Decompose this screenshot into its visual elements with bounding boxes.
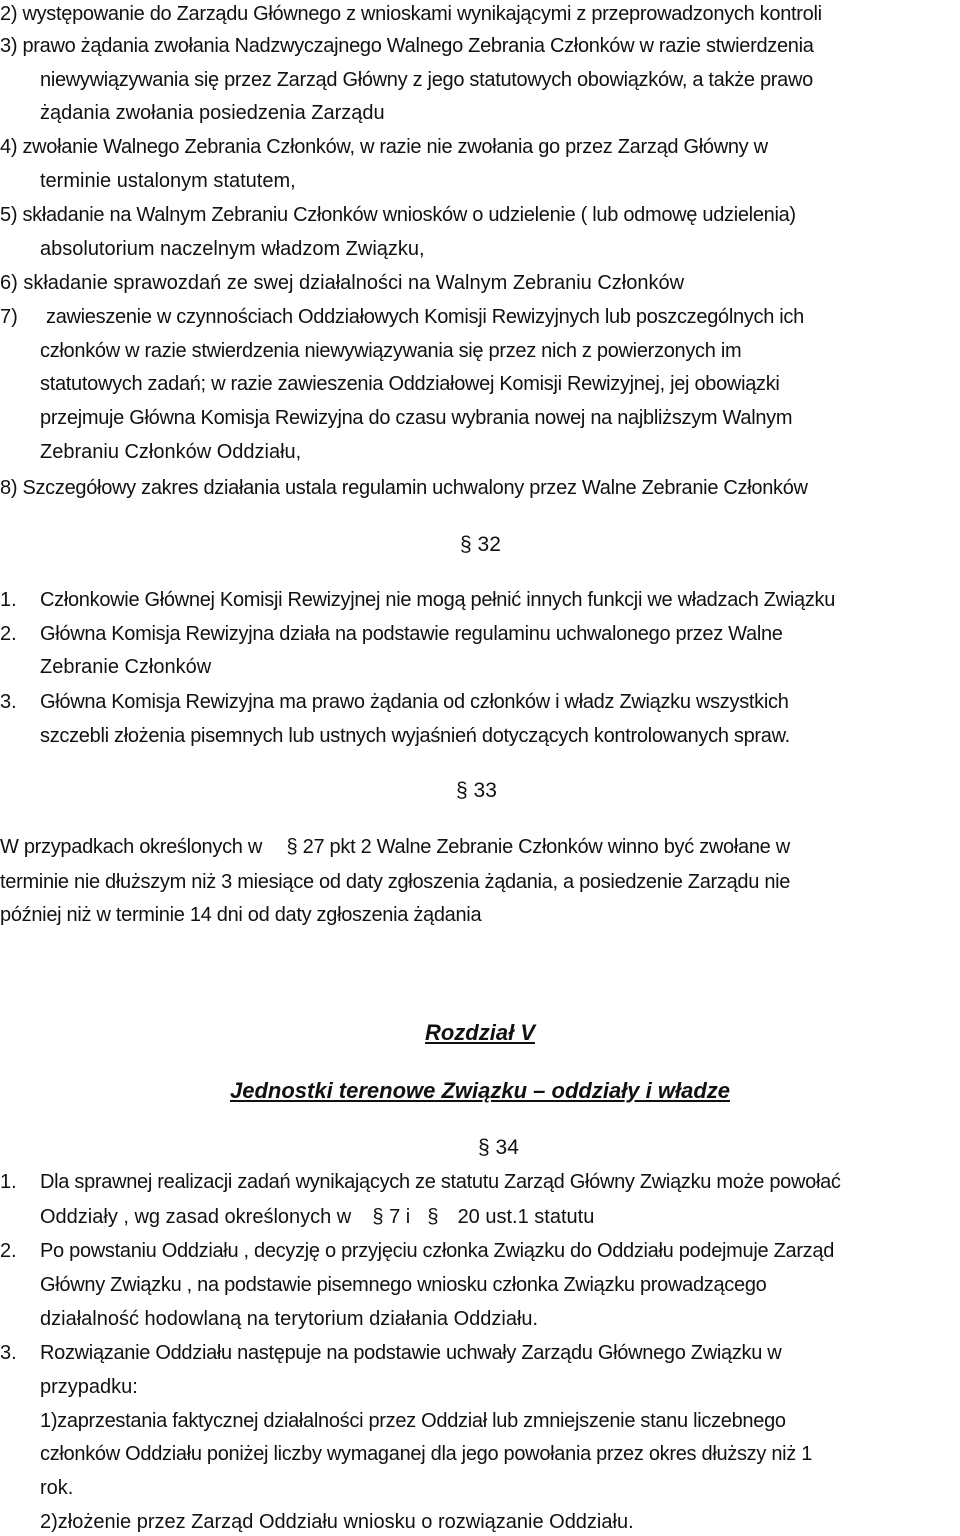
section-33-line-1-part-a: W przypadkach określonych w: [0, 836, 263, 858]
section-34-point-1-number: 1.: [0, 1171, 17, 1193]
paragraph-mark: §: [372, 1206, 384, 1228]
section-34-point-2-line-3: działalność hodowlaną na terytorium działania Oddziału.: [40, 1308, 539, 1330]
section-34-point-2-line-2: Główny Związku , na podstawie pisemnego wniosku członka Związku prowadzącego: [40, 1274, 767, 1296]
section-33-heading: [456, 777, 497, 805]
section-34-point-3-line-2: przypadku:: [40, 1376, 138, 1398]
section-32-point-2-line-2: Zebranie Członków: [40, 656, 212, 678]
list-item-7-line-1: zawieszenie w czynnościach Oddziałowych Komisji Rewizyjnych lub poszczególnych ich: [46, 306, 804, 328]
section-33-line-1: [0, 833, 790, 861]
section-34-point-1-line-1: Dla sprawnej realizacji zadań wynikających ze statutu Zarząd Główny Związku może powołać: [40, 1171, 841, 1193]
section-34-point-1-line-2-part-a: Oddziały , wg zasad określonych w: [40, 1206, 352, 1228]
section-32-point-2-number: 2.: [0, 623, 17, 645]
section-34-point-2-number: 2.: [0, 1240, 17, 1262]
list-item-3-line-2: niewywiązywania się przez Zarząd Główny z jego statutowych obowiązków, a także prawo: [40, 69, 813, 91]
list-item-5-line-2: absolutorium naczelnym władzom Związku,: [40, 238, 425, 260]
section-34-point-2-line-1: Po powstaniu Oddziału , decyzję o przyjęciu członka Związku do Oddziału podejmuje Zarząd: [40, 1240, 835, 1262]
paragraph-mark: §: [460, 533, 472, 556]
list-item-3-line-3: żądania zwołania posiedzenia Zarządu: [40, 102, 385, 124]
list-item-5-line-1: 5) składanie na Walnym Zebraniu Członków wniosków o udzielenie ( lub odmowę udzielenia): [0, 204, 796, 226]
section-34-point-3-number: 3.: [0, 1342, 17, 1364]
section-32-point-3-line-1: Główna Komisja Rewizyjna ma prawo żądania od członków i władz Związku wszystkich: [40, 691, 789, 713]
chapter-subtitle: Jednostki terenowe Związku – oddziały i władze: [229, 1078, 731, 1103]
section-32-point-3-number: 3.: [0, 691, 17, 713]
list-item-7-line-2: członków w razie stwierdzenia niewywiązywania się przez nich z powierzonych im: [40, 340, 742, 362]
section-34-point-3-line-5: rok.: [40, 1477, 74, 1499]
chapter-title: Rozdział V: [424, 1020, 535, 1045]
section-34-point-3-line-4: członków Oddziału poniżej liczby wymaganej dla jego powołania przez okres dłuższy niż 1: [40, 1443, 813, 1465]
list-item-7-line-3: statutowych zadań; w razie zawieszenia Oddziałowej Komisji Rewizyjnej, jej obowiązki: [40, 373, 780, 395]
section-34-point-1-line-2-part-c: 20 ust.1 statutu: [457, 1206, 595, 1228]
section-34-heading: [478, 1134, 519, 1162]
paragraph-mark: §: [427, 1206, 439, 1228]
list-item-4-line-2: terminie ustalonym statutem,: [40, 170, 296, 192]
list-item-7-number: 7): [0, 306, 18, 328]
section-32-heading: [460, 531, 501, 559]
section-32-point-3-line-2: szczebli złożenia pisemnych lub ustnych wyjaśnień dotyczących kontrolowanych spraw.: [40, 725, 790, 747]
section-number: 34: [495, 1136, 519, 1159]
list-item-3-line-1: 3) prawo żądania zwołania Nadzwyczajnego Walnego Zebrania Członków w razie stwierdzenia: [0, 35, 814, 57]
section-34-point-3-line-3: 1)zaprzestania faktycznej działalności przez Oddział lub zmniejszenie stanu liczebnego: [40, 1410, 786, 1432]
list-item-7-line-5: Zebraniu Członków Oddziału,: [40, 441, 302, 463]
section-32-point-2-line-1: Główna Komisja Rewizyjna działa na podstawie regulaminu uchwalonego przez Walne: [40, 623, 783, 645]
list-item-7-line-4: przejmuje Główna Komisja Rewizyjna do czasu wybrania nowej na najbliższym Walnym: [40, 407, 793, 429]
paragraph-mark: §: [456, 779, 468, 802]
section-33-line-1-part-b: 27 pkt 2 Walne Zebranie Członków winno być zwołane w: [302, 836, 790, 858]
section-32-point-1-number: 1.: [0, 589, 17, 611]
paragraph-mark: §: [286, 836, 298, 858]
list-item-8: 8) Szczegółowy zakres działania ustala regulamin uchwalony przez Walne Zebranie Członków: [0, 477, 808, 499]
section-33-line-3: później niż w terminie 14 dni od daty zgłoszenia żądania: [0, 904, 482, 926]
section-33-line-2: terminie nie dłuższym niż 3 miesiące od daty zgłoszenia żądania, a posiedzenie Zarządu nie: [0, 871, 791, 893]
section-number: 33: [473, 779, 497, 802]
list-item-4-line-1: 4) zwołanie Walnego Zebrania Członków, w razie nie zwołania go przez Zarząd Główny w: [0, 136, 768, 158]
section-number: 32: [477, 533, 501, 556]
section-32-point-1: Członkowie Głównej Komisji Rewizyjnej nie mogą pełnić innych funkcji we władzach Związku: [40, 589, 836, 611]
list-item-6: 6) składanie sprawozdań ze swej działalności na Walnym Zebraniu Członków: [0, 272, 685, 294]
paragraph-mark: §: [478, 1136, 490, 1159]
section-34-point-1-line-2-part-b: 7 i: [389, 1206, 411, 1228]
section-34-point-3-line-1: Rozwiązanie Oddziału następuje na podstawie uchwały Zarządu Głównego Związku w: [40, 1342, 782, 1364]
section-34-point-3-line-6: 2)złożenie przez Zarząd Oddziału wniosku o rozwiązanie Oddziału.: [40, 1511, 634, 1533]
section-34-point-1-line-2: [40, 1203, 594, 1231]
list-item-2: 2) występowanie do Zarządu Głównego z wnioskami wynikającymi z przeprowadzonych kontroli: [0, 3, 822, 25]
